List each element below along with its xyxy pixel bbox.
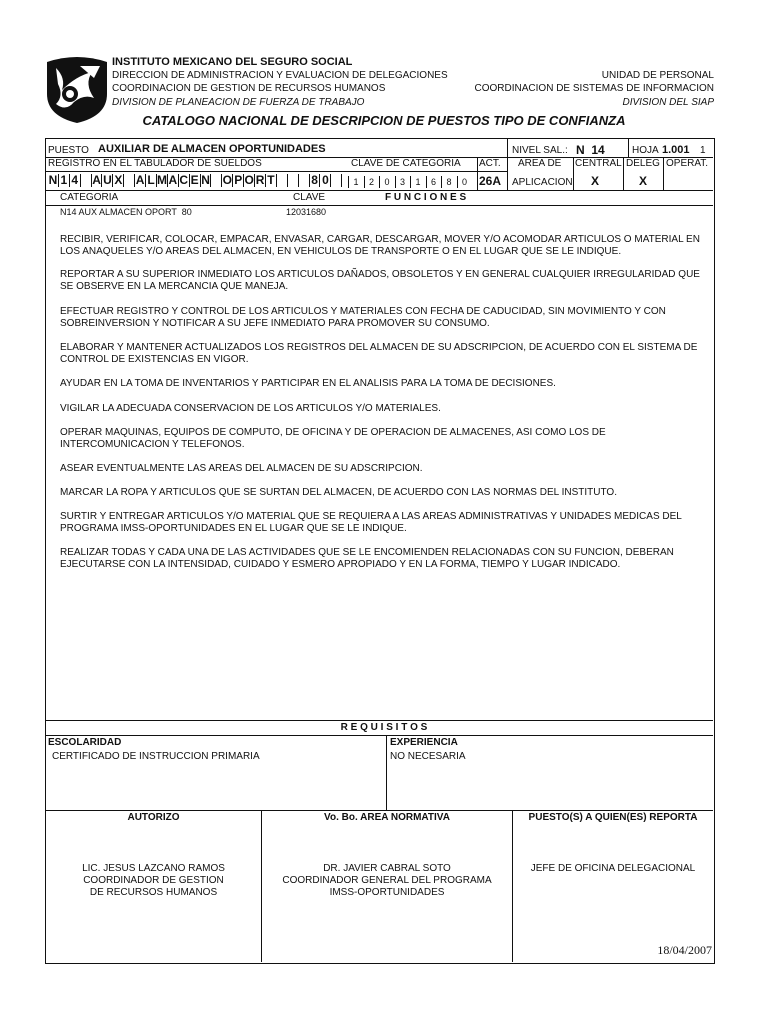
registro-label: REGISTRO EN EL TABULADOR DE SUELDOS [48,158,262,169]
central-label: CENTRAL [575,158,622,169]
funcion-item: RECIBIR, VERIFICAR, COLOCAR, EMPACAR, ENVASAR, CARGAR, DESCARGAR, MOVER Y/O ACOMODAR ARTICULOS O MATERIAL EN LOS ANAQUELES Y/O AREAS DEL ALMACEN, EN VEHICULOS DE TRANSPORTE O EN EL LUGAR QUE SE LE INDIQUE. [60,234,700,257]
registro-char: C [179,173,189,187]
act-value: 26A [479,174,502,188]
requisitos-title: R E Q U I S I T O S [340,722,428,733]
registro-char: A [135,173,145,187]
funcion-item: EFECTUAR REGISTRO Y CONTROL DE LOS ARTICULOS Y MATERIALES CON FECHA DE CADUCIDAD, SIN MOVIMIENTO Y CON SOBREINVERSION Y NOTIFICAR A SU JEFE INMEDIATO PARA PROMOVER SU CONSUMO. [60,306,666,329]
funcion-item: REPORTAR A SU SUPERIOR INMEDIATO LOS ARTICULOS DAÑADOS, OBSOLETOS Y EN GENERAL CUALQUIER IRREGULARIDAD QUE SE OBSERVE EN LA MERCANCIA QUE MANEJA. [60,269,700,292]
hoja-label: HOJA [632,145,659,156]
catalog-title: CATALOGO NACIONAL DE DESCRIPCION DE PUESTOS TIPO DE CONFIANZA [142,113,626,128]
escolaridad-value: CERTIFICADO DE INSTRUCCION PRIMARIA [52,751,260,762]
funcion-item: ELABORAR Y MANTENER ACTUALIZADOS LOS REGISTROS DEL ALMACEN DE SU ADSCRIPCION, DE ACUERDO CON EL SISTEMA DE CONTROL DE EXISTENCIAS EN VIGOR. [60,342,698,365]
hoja-page: 1 [700,145,706,156]
registro-char [299,174,310,187]
registro-char: O [244,173,254,187]
reporta-value: JEFE DE OFICINA DELEGACIONAL [530,863,696,874]
autorizo-label: AUTORIZO [127,812,180,823]
categoria-label: CATEGORIA [60,192,119,203]
nivel-label: NIVEL SAL.: [512,145,568,156]
header-line-2: COORDINACION DE GESTION DE RECURSOS HUMANOS [112,83,386,94]
header-right-3: DIVISION DEL SIAP [622,97,714,108]
autorizo-name: LIC. JESUS LAZCANO RAMOS [82,863,225,874]
clave-label: CLAVE [293,192,326,203]
header-right-1: UNIDAD DE PERSONAL [601,70,714,81]
funciones-label: F U N C I O N E S [385,192,467,203]
puesto-value: AUXILIAR DE ALMACEN OPORTUNIDADES [98,143,326,155]
funcion-item: VIGILAR LA ADECUADA CONSERVACION DE LOS ARTICULOS Y/O MATERIALES. [60,403,441,414]
registro-char: L [146,174,157,187]
registro-char: 0 [321,174,332,187]
registro-char [124,174,135,187]
clave-char: 3 [395,176,410,188]
header-line-3: DIVISION DE PLANEACION DE FUERZA DE TRABAJO [112,97,365,108]
operat-label: OPERAT. [666,158,709,169]
hoja-value: 1.001 [662,144,690,156]
header-right-2: COORDINACION DE SISTEMAS DE INFORMACION [474,83,714,94]
vobo-title-2: IMSS-OPORTUNIDADES [329,887,445,898]
registro-char: O [222,173,232,187]
vobo-title: COORDINADOR GENERAL DEL PROGRAMA [282,875,492,886]
clave-char: 1 [410,176,425,188]
registro-char: X [114,173,123,187]
registro-char: P [234,173,243,187]
funcion-item: MARCAR LA ROPA Y ARTICULOS QUE SE SURTAN DEL ALMACEN, DE ACUERDO CON LAS NORMAS DEL INSTITUTO. [60,487,617,498]
registro-char: E [190,173,199,187]
registro-char: A [168,173,178,187]
experiencia-label: EXPERIENCIA [390,737,458,748]
registro-char: 4 [70,174,81,187]
vobo-name: DR. JAVIER CABRAL SOTO [323,863,451,874]
clave-char: 2 [364,176,379,188]
registro-char [331,174,342,187]
central-mark: X [591,174,600,188]
deleg-label: DELEG [626,158,660,169]
registro-char [212,174,223,187]
institute-name: INSTITUTO MEXICANO DEL SEGURO SOCIAL [112,56,353,68]
registro-char [288,174,299,187]
act-label: ACT. [479,158,501,169]
registro-char [277,174,288,187]
registro-char [81,174,92,187]
vobo-label: Vo. Bo. AREA NORMATIVA [324,812,450,823]
clave-char: 0 [379,176,394,188]
registro-char: R [255,173,265,187]
puesto-label: PUESTO [48,145,89,156]
clave-value: 12031680 [286,207,327,217]
registro-char: M [157,173,167,187]
registro-char: A [92,173,101,187]
header-line-1: DIRECCION DE ADMINISTRACION Y EVALUACION DE DELEGACIONES [112,70,448,81]
registro-char: N [201,173,210,187]
registro-char: 8 [310,174,321,187]
registro-char: N [48,173,58,187]
experiencia-value: NO NECESARIA [390,751,466,762]
autorizo-title-2: DE RECURSOS HUMANOS [89,887,218,898]
aplicacion-label: APLICACION [512,177,573,188]
funcion-item: REALIZAR TODAS Y CADA UNA DE LAS ACTIVIDADES QUE SE LE ENCOMIENDEN RELACIONADAS CON SU FUNCION, DEBERAN EJECUTARSE CON LA INTENSIDAD, CUIDADO Y ESMERO APROPIADO Y EN LA FORMA, TIEMPO Y LUGAR INDICADO. [60,547,674,570]
clave-char: 0 [457,176,472,188]
categoria-value: N14 AUX ALMACEN OPORT 80 [60,207,192,217]
deleg-mark: X [639,174,648,188]
nivel-value: N 14 [576,143,605,157]
document-date: 18/04/2007 [657,943,712,957]
autorizo-title: COORDINADOR DE GESTION [83,875,224,886]
funcion-item: SURTIR Y ENTREGAR ARTICULOS Y/O MATERIAL QUE SE REQUIERA A LAS AREAS ADMINISTRATIVAS Y UNIDADES MEDICAS DEL PROGRAMA IMSS-OPORTUNIDADES EN EL LUGAR QUE SE LE INDIQUE. [60,511,682,534]
funcion-item: OPERAR MAQUINAS, EQUIPOS DE COMPUTO, DE OFICINA Y DE OPERACION DE ALMACENES, ASI COMO LOS DE INTERCOMUNICACION Y TELEFONOS. [60,427,606,450]
escolaridad-label: ESCOLARIDAD [48,737,122,748]
clave-char: 8 [441,176,456,188]
clave-categoria-label: CLAVE DE CATEGORIA [351,158,461,169]
clave-char: 6 [426,176,441,188]
registro-char: 1 [59,174,70,187]
funcion-item: AYUDAR EN LA TOMA DE INVENTARIOS Y PARTICIPAR EN EL ANALISIS PARA LA TOMA DE DECISIONES. [60,378,556,389]
reporta-label: PUESTO(S) A QUIEN(ES) REPORTA [528,812,698,823]
area-label: AREA DE [518,158,562,169]
funcion-item: ASEAR EVENTUALMENTE LAS AREAS DEL ALMACEN DE SU ADSCRIPCION. [60,463,423,474]
clave-char: 1 [348,176,363,188]
registro-char: U [103,173,112,187]
registro-char: T [266,174,277,187]
